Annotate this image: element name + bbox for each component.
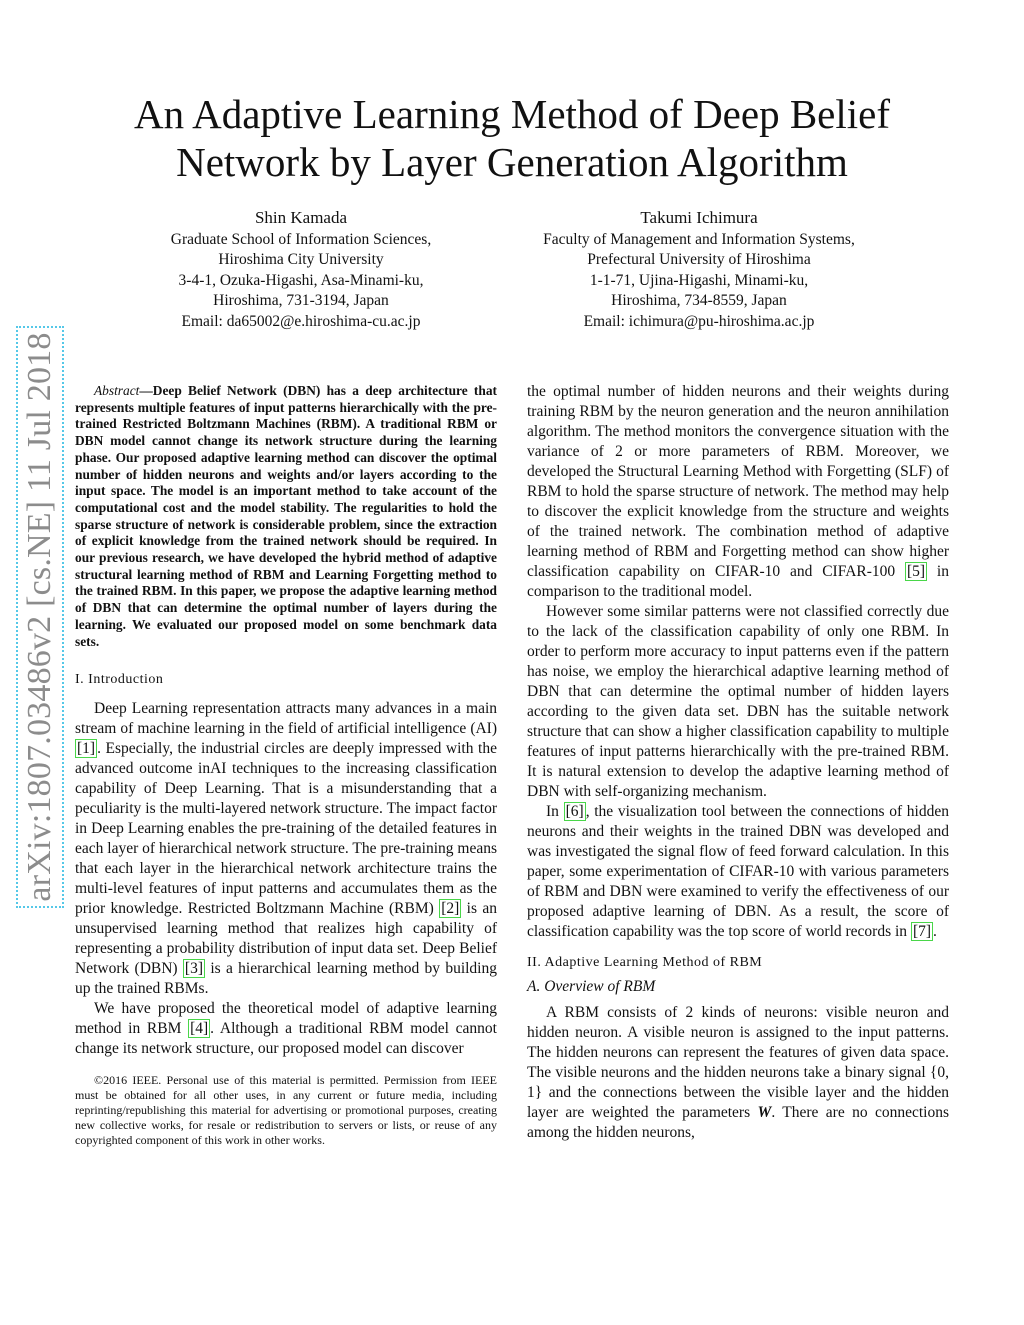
body-paragraph: In [6] , the visualization tool between the connections of hidden neurons and their weights in the trained DBN was developed and was investigated the signal flow of feed forward calculation. In this paper, some experimentation of CIFAR-10 with various parameters of RBM and DBN were examined to verify the effectiveness of our proposed adaptive learning of DBN. As a result, the score of classification capability was the top score of world records in [7] . <box>527 803 949 940</box>
body-paragraph: the optimal number of hidden neurons and their weights during training RBM by the neuron generation and the neuron annihilation algorithm. The method monitors the convergence situation with the variance of 2 or more parameters of RBM. Moreover, we developed the Structural Learning Method with Forgetting (SLF) of RBM to hold the sparse structure of network. The method may help to discover the explicit knowledge from the structure and weights of the trained network. The combination method of adaptive learning method of RBM and Forgetting method can show higher classification capability on CIFAR-10 and CIFAR-100 [5] in comparison to the traditional model. <box>527 383 949 600</box>
left-column <box>75 383 497 1148</box>
citation-link[interactable]: [5] <box>907 563 926 580</box>
title-line-1: An Adaptive Learning Method of Deep Belief <box>134 91 890 137</box>
section-heading-adaptive-learning: II. Adaptive Learning Method of RBM <box>527 955 763 970</box>
affiliation-line: Faculty of Management and Information Systems, <box>543 230 855 248</box>
body-paragraph: However some similar patterns were not classified correctly due to the lack of the classification capability of only one RBM. In order to perform more accuracy to input patterns even if the pattern has noise, we employ the hierarchical adaptive learning method of DBN that can determine the optimal number of hidden layers according to the given data set. DBN has the suitable network structure that can show a higher classification capability to multiple features of input patterns hierarchically with the pre-trained RBM. It is natural extension to develop the adaptive learning method of DBN with self-organizing mechanism. <box>527 603 949 800</box>
arxiv-identifier: arXiv:1807.03486v2 [cs.NE] 11 Jul 2018 <box>21 332 58 902</box>
citation-link[interactable]: [7] <box>912 923 932 940</box>
math-weight-symbol: W <box>757 1104 772 1121</box>
citation-link[interactable]: [6] <box>565 803 584 820</box>
affiliation-line: Graduate School of Information Sciences, <box>170 230 432 248</box>
copyright-notice: ©2016 IEEE. Personal use of this material is permitted. Permission from IEEE must be obtained for all other uses, in any current or future media, including reprinting/republishing this material for advertising or promotional purposes, creating new collective works, for resale or redistribution to servers or lists, or reuse of any copyrighted component of this work in other works. <box>75 1073 497 1148</box>
affiliation-line: Hiroshima City University <box>218 251 384 268</box>
address-line: Hiroshima, 731-3194, Japan <box>213 292 389 309</box>
title-line-2: Network by Layer Generation Algorithm <box>176 139 848 185</box>
citation-link[interactable]: [1] <box>77 740 96 758</box>
author-name: Takumi Ichimura <box>640 208 758 227</box>
author-name: Shin Kamada <box>254 208 348 227</box>
author-email: Email: ichimura@pu-hiroshima.ac.jp <box>583 312 815 330</box>
subsection-heading-overview: A. Overview of RBM <box>527 978 656 995</box>
address-line: 1-1-71, Ujina-Higashi, Minami-ku, <box>589 271 809 289</box>
author-email: Email: da65002@e.hiroshima-cu.ac.jp <box>181 312 421 330</box>
citation-link[interactable]: [3] <box>184 960 203 978</box>
paper-title <box>0 90 1024 186</box>
address-line: 3-4-1, Ozuka-Higashi, Asa-Minami-ku, <box>178 271 424 289</box>
citation-link[interactable]: [4] <box>190 1020 209 1038</box>
address-line: Hiroshima, 734-8559, Japan <box>611 292 787 309</box>
math-binary-set: {0, 1} <box>527 1064 949 1101</box>
citation-link[interactable]: [2] <box>441 900 460 918</box>
body-paragraph: We have proposed the theoretical model of adaptive learning method in RBM [4] . Although a traditional RBM model cannot change its network structure, our proposed model can discover <box>75 1000 497 1058</box>
abstract-label: Abstract <box>94 383 140 398</box>
body-paragraph: A RBM consists of 2 kinds of neurons: visible neuron and hidden neuron. A visible neuron is assigned to the input patterns. The hidden neurons can represent the features of given data space. The visible neurons and the hidden neurons take a binary signal {0, 1} and the connections between the visible layer and the hidden layer are weighted the parameters W. There are no connections among the hidden neurons, <box>527 1004 949 1141</box>
right-column <box>527 382 949 1143</box>
section-heading-introduction: I. Introduction <box>75 672 164 688</box>
author-block-2 <box>509 208 889 332</box>
body-paragraph: Deep Learning representation attracts many advances in a main stream of machine learning in the field of artificial intelligence (AI) [1] . Especially, the industrial circles are deeply impressed with the advanced outcome inAI techniques to the increasing classification capability of Deep Learning. That is a misunderstanding that a peculiarity is the multi-layered network structure. The impact factor in Deep Learning enables the pre-training of the detailed features in each layer of hierarchical network structure. The pre-training means that each layer in the hierarchical network architecture trains the multi-level features of input patterns and accumulates them as the prior knowledge. Restricted Boltzmann Machine (RBM) [2] is an unsupervised learning method that realizes high capability of representing a probability distribution of input data set. Deep Belief Network (DBN) [3] is a hierarchical learning method by building up the trained RBMs. <box>75 700 497 998</box>
abstract-text: —Deep Belief Network (DBN) has a deep architecture that represents multiple features of input patterns hierarchically with the pre-trained Restricted Boltzmann Machines (RBM). A traditional RBM or DBN model cannot change its network structure during the learning phase. Our proposed adaptive learning method can discover the optimal number of hidden neurons and weights and/or layers according to the input space. The model is an important method to take account of the computational cost and the model stability. The regularities to hold the sparse structure of network is considerable problem, since the extraction of explicit knowledge from the trained network should be required. In our previous research, we have developed the hybrid method of adaptive structural learning method of RBM and Learning Forgetting method to the trained RBM. In this paper, we propose the adaptive learning method of DBN that can determine the optimal number of layers during the learning. We evaluated our proposed model on some benchmark data sets. <box>75 383 497 649</box>
abstract <box>75 383 497 650</box>
author-block-1 <box>111 208 491 332</box>
arxiv-stamp[interactable] <box>16 326 64 908</box>
affiliation-line: Prefectural University of Hiroshima <box>587 251 811 268</box>
